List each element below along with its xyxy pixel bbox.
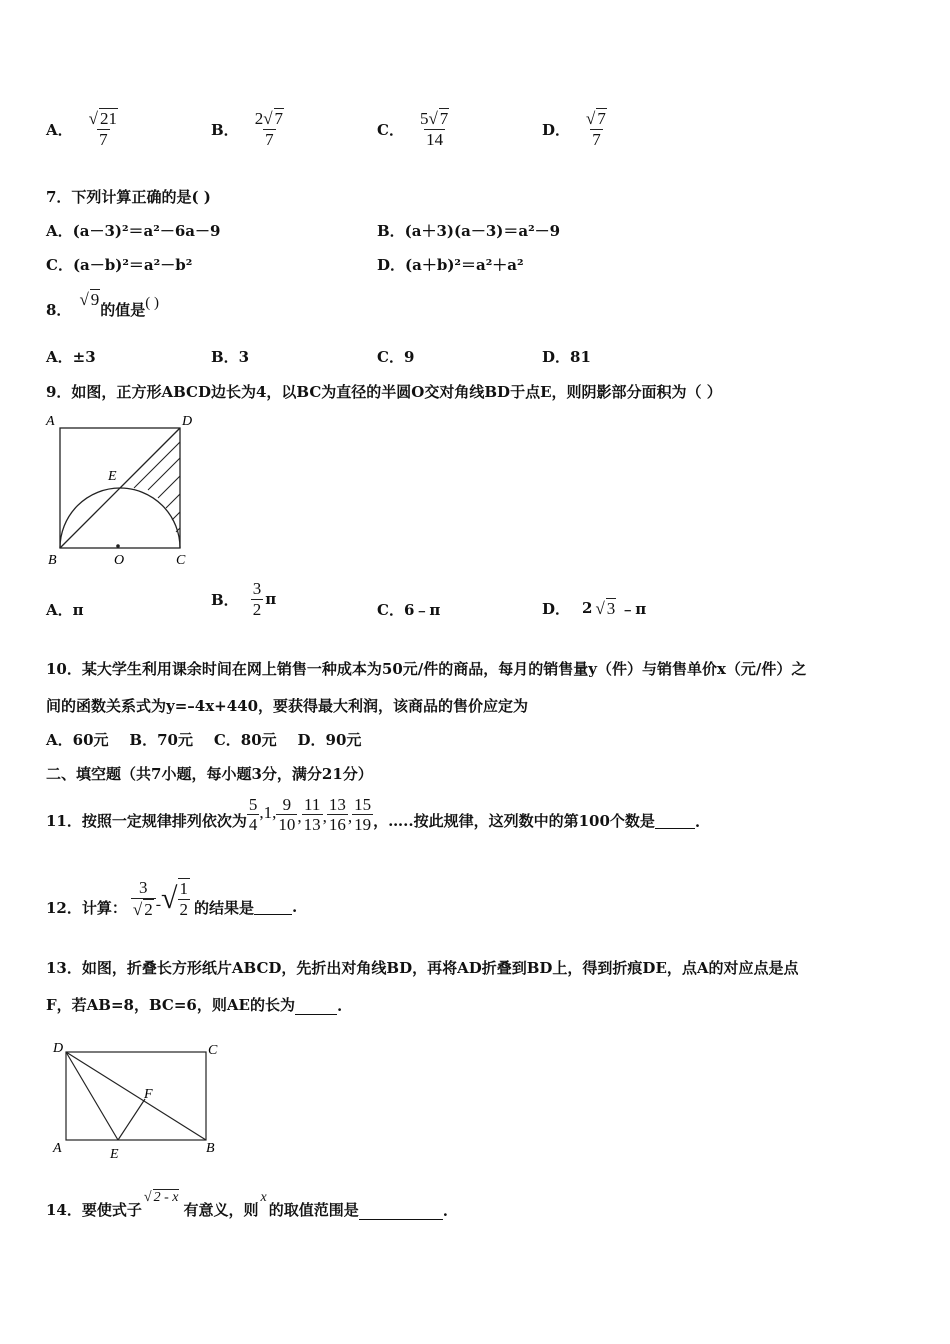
q9-label-d: D: [182, 414, 193, 429]
q8-stem: 8． √ 9 的值是 ( ): [46, 290, 160, 319]
q14-answer-blank[interactable]: [359, 1205, 443, 1220]
q10-options: A．60元 B．70元 C．80元 D．90元: [46, 731, 362, 749]
q13-segment-ef: [118, 1099, 145, 1140]
q7-option-b: B．(a＋3)(a－3)＝a²－9: [377, 222, 561, 240]
q9-d-sqrt: √ 3: [595, 598, 616, 618]
q8-sqrt: √ 9: [79, 290, 100, 309]
q11-fraction-3: $\frac{11}{13}$: [303, 794, 321, 835]
q9-b-fraction: $\frac{3}{2}$: [252, 578, 262, 619]
q12-fraction-1: $\frac{3}{√ 2}$: [131, 878, 156, 919]
q11-fraction-2: $\frac{9}{10}$: [278, 794, 296, 835]
q13-label-c: C: [208, 1043, 218, 1058]
q7-option-d: D．(a＋b)²＝a²＋a²: [377, 256, 524, 274]
q12-stem: 12．计算： $\frac{3}{√ 2}$ - √ $\frac{1}{2}$ 的结果是 .: [46, 878, 298, 919]
q14-sqrt: √ 2 - x: [143, 1190, 179, 1205]
q13-label-d: D: [53, 1041, 64, 1056]
q7-option-c: C．(a－b)²＝a²－b²: [46, 256, 193, 274]
q6-option-c: C． $\frac{5√ 7}{14}$: [377, 104, 451, 154]
q6-option-d: D． $\frac{√ 7}{7}$: [542, 104, 609, 154]
q12-fraction-2: $\frac{1}{2}$: [179, 879, 189, 919]
q9-option-b: B． $\frac{3}{2}$ π: [211, 578, 277, 619]
q6-a-fraction: $\frac{√ 21}{7}$: [88, 109, 117, 149]
q9-label-c: C: [176, 553, 186, 568]
q12-answer-blank[interactable]: [254, 900, 292, 915]
q9-label-a: A: [46, 414, 55, 429]
q8-option-a: A．±3: [46, 348, 96, 366]
q7-option-a: A．(a－3)²＝a²－6a－9: [46, 222, 221, 240]
q6-option-a: A． $\frac{√ 21}{7}$: [46, 104, 120, 154]
q9-semicircle: [60, 488, 180, 548]
q8-option-b: B．3: [211, 348, 250, 366]
q13-answer-blank[interactable]: [295, 1000, 337, 1015]
q9-center-point: [116, 544, 120, 548]
q13-label-b: B: [206, 1141, 215, 1156]
q13-line2: F，若AB=8，BC=6，则AE的长为 .: [46, 996, 343, 1015]
q11-stem: 11．按照一定规律排列依次为 $\frac{5}{4}$ ,1, $\frac{9}{10}$ , $\frac{11}{13}$ , $\frac{13}{16}$ , $\frac{15}{19}$ ，…..按此规律，这列数中的第100个数是 .: [46, 787, 700, 837]
q11-fraction-5: $\frac{15}{19}$: [354, 794, 372, 835]
q6-c-fraction: $\frac{5√ 7}{14}$: [419, 109, 449, 149]
q9-option-c: C．6﹣π: [377, 601, 441, 619]
q13-line1: 13．如图，折叠长方形纸片ABCD，先折出对角线BD，再将AD折叠到BD上，得到折痕DE，点A的对应点是点: [46, 959, 799, 977]
q6-b-fraction: $\frac{2√ 7}{7}$: [254, 109, 284, 149]
q13-label-a: A: [53, 1141, 62, 1156]
q9-label-b: B: [48, 553, 57, 568]
q10-line1: 10．某大学生利用课余时间在网上销售一种成本为50元/件的商品，每月的销售量y（件）与销售单价x（元/件）之: [46, 660, 807, 678]
q9-figure: [40, 408, 210, 568]
q13-figure: [48, 1036, 238, 1166]
q10-line2: 间的函数关系式为y=–4x+440，要获得最大利润，该商品的售价应定为: [46, 697, 529, 715]
q11-answer-blank[interactable]: [655, 814, 695, 829]
q13-label-e: E: [110, 1147, 119, 1162]
q6-option-b: B． $\frac{2√ 7}{7}$: [211, 104, 286, 154]
q13-label-f: F: [144, 1087, 153, 1102]
q14-stem: 14．要使式子 √ 2 - x 有意义，则 x 的取值范围是 .: [46, 1190, 448, 1220]
q6-d-fraction: $\frac{√ 7}{7}$: [586, 109, 606, 149]
q9-stem: 9．如图，正方形ABCD边长为4，以BC为直径的半圆O交对角线BD于点E，则阴影部分面积为（ ）: [46, 383, 722, 401]
q9-label-e: E: [108, 469, 117, 484]
q8-option-c: C．9: [377, 348, 415, 366]
q7-stem: 7．下列计算正确的是( ): [46, 188, 211, 206]
q9-label-o: O: [114, 553, 125, 568]
q8-option-d: D．81: [542, 348, 591, 366]
q9-option-d: D． 2 √ 3 ﹣π: [542, 598, 647, 618]
section-2-heading: 二、填空题（共7小题，每小题3分，满分21分）: [46, 765, 373, 783]
q13-crease-de: [66, 1052, 118, 1140]
q13-diagonal-bd: [66, 1052, 206, 1140]
q11-fraction-4: $\frac{13}{16}$: [328, 794, 346, 835]
q11-fraction-1: $\frac{5}{4}$: [248, 794, 258, 835]
q9-option-a: A．π: [46, 601, 84, 619]
q12-radical: √: [161, 882, 178, 915]
